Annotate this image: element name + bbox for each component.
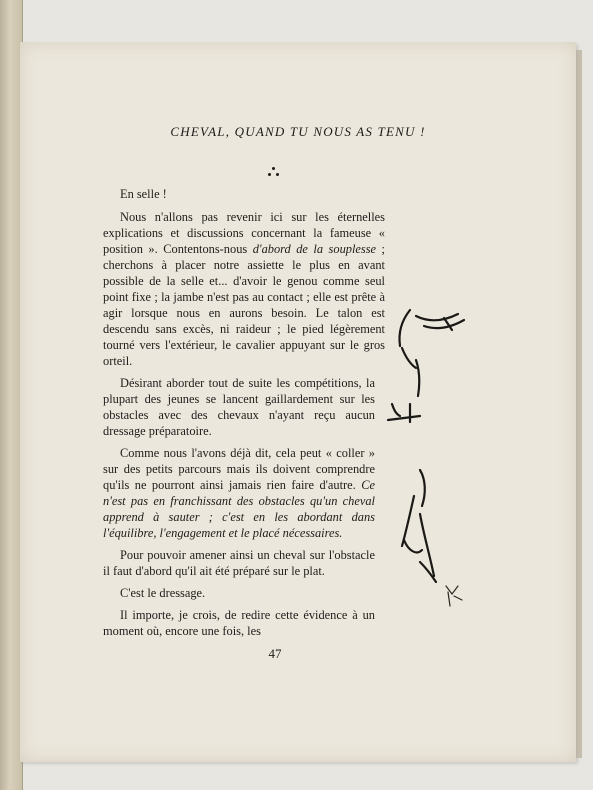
text-run: Comme nous l'avons déjà dit, cela peut « coller » sur des petits parcours mais ils doivent comprendre qu'ils ne pourront ainsi jamais rien faire d'autre. [103, 446, 375, 492]
separator-asterism [266, 166, 282, 180]
paragraph [103, 209, 385, 369]
paragraph: En selle ! [120, 187, 167, 201]
paragraph: C'est le dressage. [120, 586, 206, 600]
paragraph: Pour pouvoir amener ainsi un cheval sur l'obstacle il faut d'abord qu'il ait été préparé sur le plat. [103, 548, 375, 578]
rider-leg-sketch-illustration [380, 300, 470, 620]
body-text [103, 186, 385, 645]
page-number: 47 [268, 646, 282, 661]
text-run: Nous n'allons pas revenir ici sur les éternelles explications et discussions concernant la fameuse « position ». Contentons-nous [103, 210, 385, 256]
paragraph: Désirant aborder tout de suite les compétitions, la plupart des jeunes se lancent gaillardement sur les obstacles avec des chevaux n'ayant reçu aucun dressage préparatoire. [103, 376, 375, 438]
chapter-heading: CHEVAL, QUAND TU NOUS AS TENU ! [170, 124, 426, 139]
italic-run: d'abord de la souplesse [252, 242, 377, 256]
italic-run: Ce n'est pas en franchissant des obstacles qu'un cheval apprend à sauter ; c'est en les abordant dans l'équilibre, l'engagement et le placé nécessaires. [103, 478, 375, 540]
paragraph: Il importe, je crois, de redire cette évidence à un moment où, encore une fois, les [103, 608, 375, 638]
paragraph [103, 445, 375, 541]
text-run: ; cherchons à placer notre assiette le plus en avant possible de la selle et... d'avoir le genou comme seul point fixe ; la jambe n'est pas au contact ; elle est prête à agir lorsque nous en aurons besoin. Le talon est descendu sans excès, ni raideur ; le pied légèrement tourné vers l'extérieur, le cavalier appuyant sur le gros orteil. [103, 242, 385, 368]
